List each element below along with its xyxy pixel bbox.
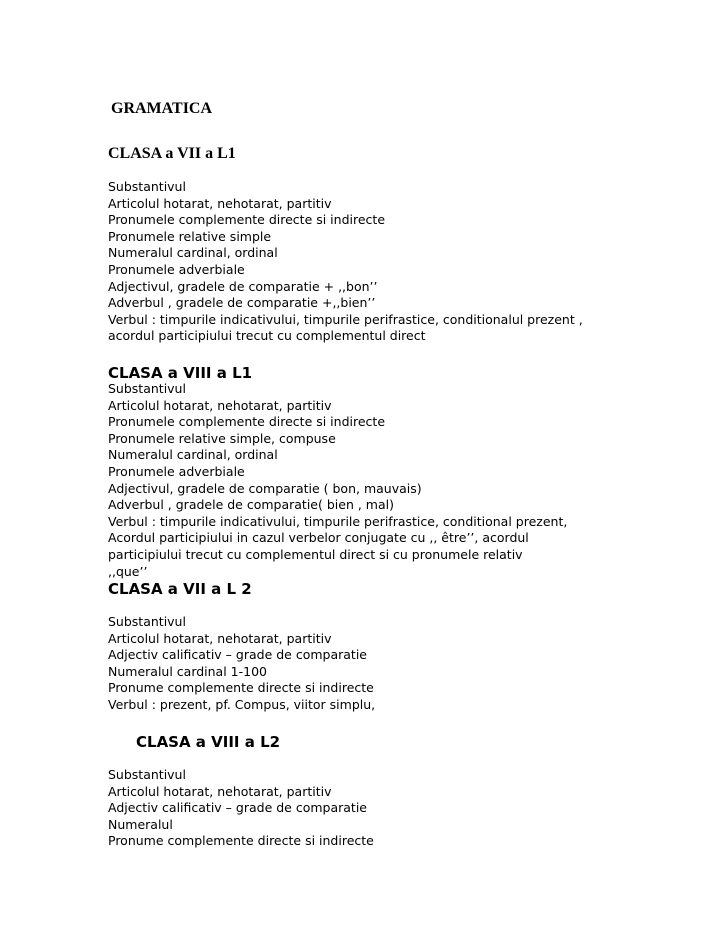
list-item: acordul participiului trecut cu complementul direct: [108, 328, 426, 344]
list-item: Pronumele complemente directe si indirecte: [108, 414, 386, 430]
list-item: Pronumele relative simple: [108, 228, 272, 244]
section-list: [108, 767, 374, 850]
section-list: [108, 614, 375, 714]
list-item: Adverbul , gradele de comparatie( bien , mal): [108, 497, 394, 513]
list-item: Verbul : timpurile indicativului, timpurile perifrastice, conditionalul prezent ,: [108, 311, 583, 327]
list-item: Adjectiv calificativ – grade de comparatie: [108, 647, 367, 663]
list-item: Adjectiv calificativ – grade de comparatie: [108, 800, 367, 816]
list-item: Pronume complemente directe si indirecte: [108, 833, 374, 849]
section-list: [108, 179, 583, 345]
list-item: Numeralul: [108, 816, 173, 832]
list-item: Substantivul: [108, 179, 186, 194]
list-item: Substantivul: [108, 381, 186, 396]
list-item: Numeralul cardinal 1-100: [108, 663, 267, 679]
list-item: Articolul hotarat, nehotarat, partitiv: [108, 630, 332, 646]
list-item: Adjectivul, gradele de comparatie + ,,bon’’: [108, 278, 378, 294]
list-item: Substantivul: [108, 767, 186, 782]
list-item: Substantivul: [108, 614, 186, 629]
list-item: Pronumele relative simple, compuse: [108, 430, 336, 446]
list-item: participiului trecut cu complementul direct si cu pronumele relativ: [108, 546, 523, 562]
list-item: Articolul hotarat, nehotarat, partitiv: [108, 397, 332, 413]
list-item: Articolul hotarat, nehotarat, partitiv: [108, 783, 332, 799]
section-heading: CLASA a VIII a L2: [136, 733, 281, 751]
document-title: GRAMATICA: [111, 100, 213, 117]
list-item: Pronumele adverbiale: [108, 463, 245, 479]
section-heading: CLASA a VII a L 2: [108, 580, 252, 598]
list-item: Pronume complemente directe si indirecte: [108, 680, 374, 696]
list-item: Adverbul , gradele de comparatie +,,bien’’: [108, 295, 376, 311]
list-item: ,,que’’: [108, 563, 148, 579]
list-item: Pronumele complemente directe si indirecte: [108, 212, 386, 228]
list-item: Verbul : prezent, pf. Compus, viitor simplu,: [108, 696, 376, 712]
list-item: Pronumele adverbiale: [108, 261, 245, 277]
list-item: Acordul participiului in cazul verbelor conjugate cu ,, être’’, acordul: [108, 530, 529, 546]
section-heading: CLASA a VIII a L1: [108, 364, 253, 382]
list-item: Numeralul cardinal, ordinal: [108, 245, 278, 261]
section-heading: CLASA a VII a L1: [108, 145, 236, 162]
list-item: Numeralul cardinal, ordinal: [108, 447, 278, 463]
list-item: Adjectivul, gradele de comparatie ( bon, mauvais): [108, 480, 422, 496]
list-item: Verbul : timpurile indicativului, timpurile perifrastice, conditional prezent,: [108, 513, 568, 529]
list-item: Articolul hotarat, nehotarat, partitiv: [108, 195, 332, 211]
section-list: [108, 381, 567, 580]
